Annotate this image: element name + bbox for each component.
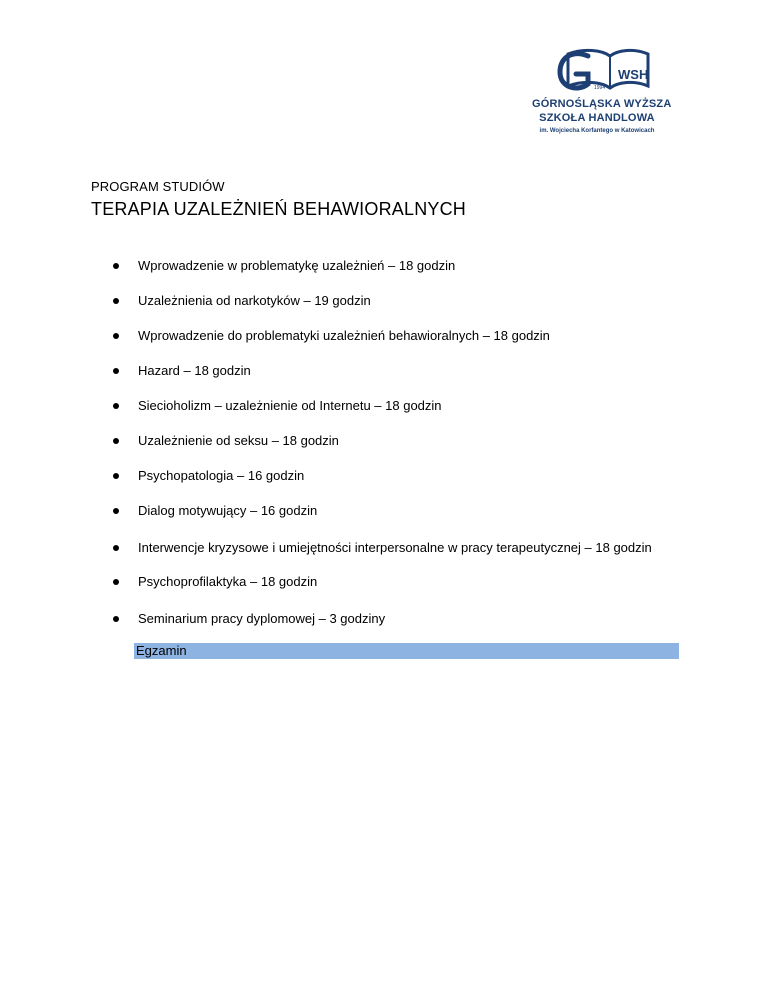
list-item-text: Hazard – 18 godzin [138, 363, 251, 378]
exam-highlight [134, 643, 679, 659]
bullet-icon [113, 616, 119, 622]
list-item-text: Siecioholizm – uzależnienie od Internetu – 18 godzin [138, 398, 442, 413]
list-item [113, 432, 673, 449]
bullet-icon [113, 438, 119, 444]
exam-label: Egzamin [136, 643, 187, 658]
list-item-text: Uzależnienie od seksu – 18 godzin [138, 433, 339, 448]
gwsh-book-logo-icon [544, 46, 650, 96]
list-item-text: Psychoprofilaktyka – 18 godzin [138, 574, 318, 589]
document-title: TERAPIA UZALEŻNIEŃ BEHAWIORALNYCH [91, 199, 467, 219]
school-logo [532, 46, 672, 140]
list-item [113, 362, 673, 379]
list-item [113, 292, 673, 309]
logo-line-3: im. Wojciecha Korfantego w Katowicach [539, 128, 655, 134]
logo-year: 1994 [594, 85, 606, 91]
list-item [113, 539, 673, 556]
bullet-icon [113, 263, 119, 269]
list-item [113, 397, 673, 414]
bullet-icon [113, 508, 119, 514]
list-item [113, 610, 673, 627]
list-item [113, 257, 673, 274]
bullet-icon [113, 368, 119, 374]
bullet-icon [113, 333, 119, 339]
list-item-text: Dialog motywujący – 16 godzin [138, 503, 318, 518]
logo-mark-text: WSH [618, 67, 649, 82]
list-item-text: Seminarium pracy dyplomowej – 3 godziny [138, 611, 386, 626]
list-item [113, 573, 673, 590]
list-item [113, 327, 673, 344]
list-item-text: Wprowadzenie do problematyki uzależnień behawioralnych – 18 godzin [138, 328, 550, 343]
bullet-icon [113, 298, 119, 304]
bullet-icon [113, 473, 119, 479]
logo-line-1: GÓRNOŚLĄSKA WYŻSZA [532, 98, 672, 110]
bullet-icon [113, 403, 119, 409]
list-item [113, 467, 673, 484]
list-item [113, 502, 673, 519]
list-item-text: Wprowadzenie w problematykę uzależnień – 18 godzin [138, 258, 456, 273]
logo-line-2: SZKOŁA HANDLOWA [539, 112, 655, 124]
document-subtitle: PROGRAM STUDIÓW [91, 179, 225, 194]
list-item-text: Interwencje kryzysowe i umiejętności interpersonalne w pracy terapeutycznej – 18 godzin [138, 540, 652, 555]
list-item-text: Psychopatologia – 16 godzin [138, 468, 305, 483]
bullet-icon [113, 579, 119, 585]
bullet-icon [113, 545, 119, 551]
list-item-text: Uzależnienia od narkotyków – 19 godzin [138, 293, 371, 308]
